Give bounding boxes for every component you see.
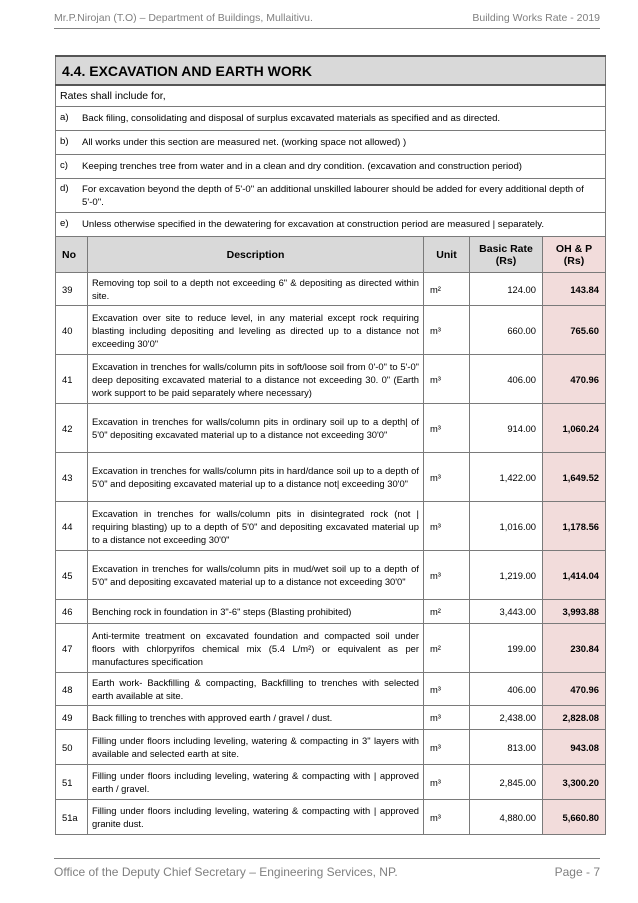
row-basic-rate: 406.00 <box>470 355 543 404</box>
note-label: b) <box>60 136 69 147</box>
header-author: Mr.P.Nirojan (T.O) – Department of Buildings, Mullaitivu. <box>54 12 313 24</box>
row-basic-rate: 124.00 <box>470 273 543 306</box>
table-row <box>56 673 606 706</box>
row-oh-p: 470.96 <box>543 355 606 404</box>
row-description: Excavation in trenches for walls/column pits in mud/wet soil up to a depth of 5'0" and depositing excavated material up to a distance not exceeding 30'0" <box>88 551 424 600</box>
page-header <box>54 10 600 29</box>
column-header-oh-p: OH & P (Rs) <box>543 237 606 273</box>
row-no: 41 <box>56 355 88 404</box>
row-basic-rate: 4,880.00 <box>470 800 543 835</box>
note-text: Back filing, consolidating and disposal of surplus excavated materials as specified and as directed. <box>82 113 501 124</box>
page-footer <box>54 858 600 879</box>
table-row <box>56 624 606 673</box>
note-label: d) <box>60 182 69 194</box>
page-number: Page - 7 <box>554 865 600 879</box>
row-no: 44 <box>56 502 88 551</box>
rate-rows <box>56 273 606 835</box>
header-document-title: Building Works Rate - 2019 <box>472 12 600 24</box>
row-description: Filling under floors including leveling, watering & compacting with | approved granite dust. <box>88 800 424 835</box>
table-row <box>56 273 606 306</box>
row-no: 39 <box>56 273 88 306</box>
table-row <box>56 765 606 800</box>
rates-section <box>55 55 605 835</box>
row-no: 43 <box>56 453 88 502</box>
row-oh-p: 1,060.24 <box>543 404 606 453</box>
table-row <box>56 730 606 765</box>
note-row <box>56 131 606 155</box>
row-unit: m³ <box>424 706 470 730</box>
row-no: 48 <box>56 673 88 706</box>
section-title: 4.4. EXCAVATION AND EARTH WORK <box>56 56 606 85</box>
row-description: Removing top soil to a depth not exceeding 6" & depositing as directed within site. <box>88 273 424 306</box>
row-no: 47 <box>56 624 88 673</box>
row-basic-rate: 406.00 <box>470 673 543 706</box>
row-no: 51a <box>56 800 88 835</box>
row-oh-p: 470.96 <box>543 673 606 706</box>
row-basic-rate: 660.00 <box>470 306 543 355</box>
row-description: Excavation in trenches for walls/column pits in soft/loose soil from 0'-0" to 5'-0" deep depositing excavated material to a distance not exceeding 30. 0" (Earth work support to be paid separately where necessary) <box>88 355 424 404</box>
row-no: 50 <box>56 730 88 765</box>
row-unit: m³ <box>424 306 470 355</box>
row-unit: m³ <box>424 551 470 600</box>
row-basic-rate: 1,016.00 <box>470 502 543 551</box>
note-row <box>56 107 606 131</box>
row-unit: m³ <box>424 800 470 835</box>
row-description: Back filling to trenches with approved earth / gravel / dust. <box>88 706 424 730</box>
row-basic-rate: 3,443.00 <box>470 600 543 624</box>
row-oh-p: 3,993.88 <box>543 600 606 624</box>
row-basic-rate: 199.00 <box>470 624 543 673</box>
note-row <box>56 155 606 179</box>
section-intro: Rates shall include for, <box>56 85 606 107</box>
table-row <box>56 600 606 624</box>
row-description: Benching rock in foundation in 3"-6" steps (Blasting prohibited) <box>88 600 424 624</box>
row-oh-p: 765.60 <box>543 306 606 355</box>
row-basic-rate: 813.00 <box>470 730 543 765</box>
row-description: Anti-termite treatment on excavated foundation and compacted soil under floors with chlorpyrifos chemical mix (5.4 L/m²) or equivalent as per manufactures specification <box>88 624 424 673</box>
note-text: All works under this section are measured net. (working space not allowed) ) <box>82 137 407 148</box>
row-oh-p: 5,660.80 <box>543 800 606 835</box>
row-oh-p: 1,649.52 <box>543 453 606 502</box>
table-row <box>56 706 606 730</box>
row-oh-p: 1,178.56 <box>543 502 606 551</box>
column-header-basic-rate: Basic Rate (Rs) <box>470 237 543 273</box>
note-label: e) <box>60 218 69 229</box>
column-header-description: Description <box>88 237 424 273</box>
row-basic-rate: 914.00 <box>470 404 543 453</box>
note-row <box>56 179 606 213</box>
row-unit: m³ <box>424 502 470 551</box>
note-label: a) <box>60 112 69 123</box>
row-oh-p: 230.84 <box>543 624 606 673</box>
note-row <box>56 213 606 237</box>
table-row <box>56 404 606 453</box>
row-oh-p: 2,828.08 <box>543 706 606 730</box>
row-description: Filling under floors including leveling, watering & compacting with | approved earth / gravel. <box>88 765 424 800</box>
column-header-unit: Unit <box>424 237 470 273</box>
table-row <box>56 551 606 600</box>
table-row <box>56 355 606 404</box>
row-oh-p: 3,300.20 <box>543 765 606 800</box>
row-oh-p: 1,414.04 <box>543 551 606 600</box>
row-unit: m² <box>424 624 470 673</box>
table-row <box>56 306 606 355</box>
row-description: Excavation in trenches for walls/column pits in disintegrated rock (not | requiring blasting) up to a depth of 5'0" and depositing excavated material up to a distance not exceeding 30'0" <box>88 502 424 551</box>
row-unit: m³ <box>424 730 470 765</box>
row-unit: m³ <box>424 673 470 706</box>
row-no: 51 <box>56 765 88 800</box>
row-description: Excavation in trenches for walls/column pits in hard/dance soil up to a depth of 5'0" and depositing excavated material up to a distance not| exceeding 30'0" <box>88 453 424 502</box>
row-unit: m³ <box>424 355 470 404</box>
row-oh-p: 143.84 <box>543 273 606 306</box>
column-header-row <box>56 237 606 273</box>
rates-table <box>55 55 606 835</box>
note-text: For excavation beyond the depth of 5'-0" an additional unskilled labourer should be added for every additional depth of 5'-0". <box>82 183 584 208</box>
row-basic-rate: 1,422.00 <box>470 453 543 502</box>
row-basic-rate: 1,219.00 <box>470 551 543 600</box>
column-header-no: No <box>56 237 88 273</box>
row-no: 46 <box>56 600 88 624</box>
table-row <box>56 800 606 835</box>
row-basic-rate: 2,845.00 <box>470 765 543 800</box>
table-row <box>56 502 606 551</box>
note-text: Keeping trenches tree from water and in a clean and dry condition. (excavation and construction period) <box>82 161 522 172</box>
row-no: 49 <box>56 706 88 730</box>
row-unit: m² <box>424 600 470 624</box>
row-unit: m³ <box>424 453 470 502</box>
section-title-row <box>56 56 606 85</box>
row-unit: m³ <box>424 404 470 453</box>
note-label: c) <box>60 160 68 171</box>
row-description: Filling under floors including leveling, watering & compacting in 3" layers with available and selected earth at site. <box>88 730 424 765</box>
row-description: Excavation in trenches for walls/column pits in ordinary soil up to a depth| of 5'0" depositing excavated material up to a distance not exceeding 30'0" <box>88 404 424 453</box>
row-oh-p: 943.08 <box>543 730 606 765</box>
row-description: Excavation over site to reduce level, in any material except rock requiring blasting including depositing and leveling as directed up to a distance not exceeding 30'0" <box>88 306 424 355</box>
intro-row <box>56 85 606 107</box>
table-row <box>56 453 606 502</box>
row-unit: m³ <box>424 765 470 800</box>
row-unit: m² <box>424 273 470 306</box>
row-description: Earth work- Backfilling & compacting, Backfilling to trenches with selected earth available at site. <box>88 673 424 706</box>
row-basic-rate: 2,438.00 <box>470 706 543 730</box>
row-no: 45 <box>56 551 88 600</box>
note-text: Unless otherwise specified in the dewatering for excavation at construction period are measured | separately. <box>82 219 544 230</box>
footer-office: Office of the Deputy Chief Secretary – Engineering Services, NP. <box>54 865 398 879</box>
row-no: 42 <box>56 404 88 453</box>
row-no: 40 <box>56 306 88 355</box>
